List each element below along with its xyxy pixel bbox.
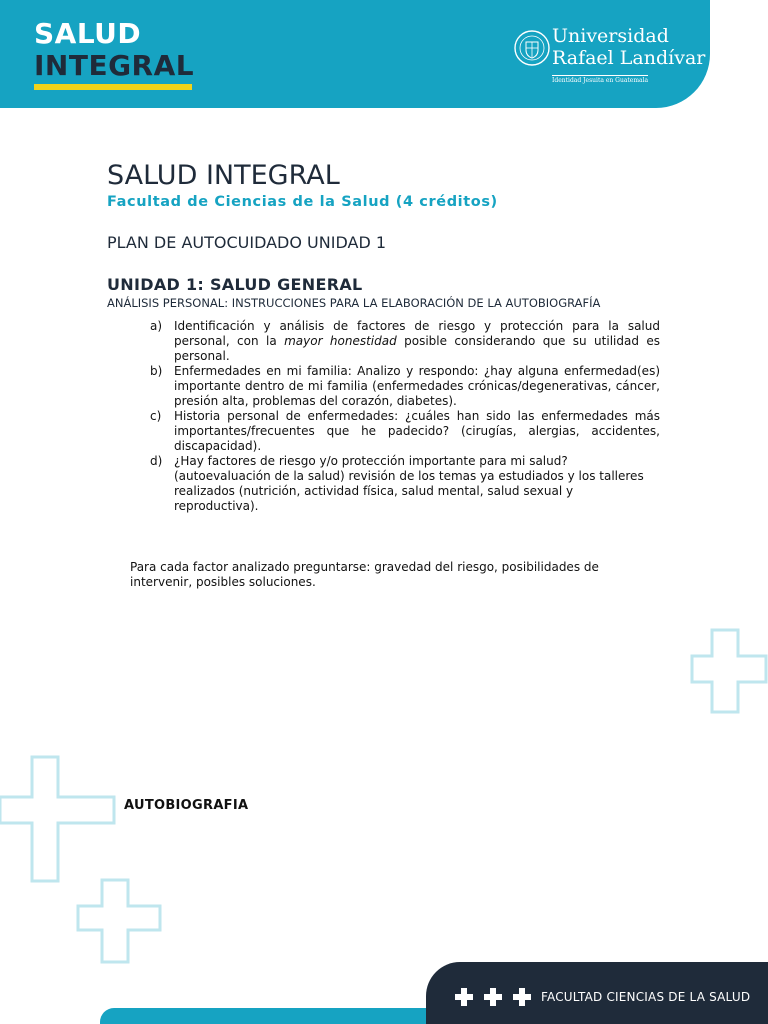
document-subtitle: Facultad de Ciencias de la Salud (4 créditos) [107,194,498,210]
university-name-line1: Universidad [552,25,669,47]
brand-logo [34,17,195,82]
list-item [150,409,660,454]
plan-heading: PLAN DE AUTOCUIDADO UNIDAD 1 [107,233,387,252]
instruction-list [150,319,660,514]
list-marker: b) [150,364,163,378]
plus-outline-icon [76,878,162,964]
analysis-heading: ANÁLISIS PERSONAL: INSTRUCCIONES PARA LA ELABORACIÓN DE LA AUTOBIOGRAFÍA [107,296,601,310]
list-item [150,319,660,364]
plus-icon [513,988,531,1006]
footer-faculty-label: FACULTAD CIENCIAS DE LA SALUD [541,990,751,1004]
brand-underline [34,84,192,90]
list-marker: c) [150,409,162,423]
university-name [552,25,705,69]
university-logo [514,25,706,85]
list-item-text: Historia personal de enfermedades: ¿cuáles han sido las enfermedades más importantes/frecuentes que he padecido? (cirugías, alergias, accidentes, discapacidad). [174,409,660,453]
unit-heading: UNIDAD 1: SALUD GENERAL [107,275,363,294]
plus-icon [455,988,473,1006]
plus-outline-icon [0,755,116,883]
list-item [150,454,660,514]
autobiography-heading: AUTOBIOGRAFIA [124,798,249,813]
list-marker: d) [150,454,163,468]
list-marker: a) [150,319,163,333]
plus-icon [484,988,502,1006]
list-item-text: Enfermedades en mi familia: Analizo y respondo: ¿hay alguna enfermedad(es) importante dentro de mi familia (enfermedades crónicas/degenerativas, cáncer, presión alta, problemas del corazón, diabetes). [174,364,660,408]
emphasis-text: mayor honestidad [284,334,397,348]
list-item [150,364,660,409]
university-name-line2: Rafael Landívar [552,47,706,69]
list-item-text [174,319,660,363]
university-seal-icon [514,25,550,71]
document-title: SALUD INTEGRAL [107,160,340,191]
university-tagline: Identidad Jesuita en Guatemala [552,77,649,84]
plus-outline-icon [690,628,768,714]
list-item-text-end: posible considerando que su utilidad es personal. [174,334,660,363]
list-item-text: ¿Hay factores de riesgo y/o protección importante para mi salud? (autoevaluación de la salud) revisión de los temas ya estudiados y los talleres realizados (nutrición, actividad física, salud mental, salud sexual y reproductiva). [174,454,644,513]
brand-line-salud: SALUD [34,17,142,50]
header-banner [0,0,710,108]
list-item-text-start: Identificación y análisis de factores de riesgo y protección para la salud personal, con la [174,319,660,348]
closing-paragraph: Para cada factor analizado preguntarse: gravedad del riesgo, posibilidades de intervenir, posibles soluciones. [130,560,599,589]
brand-line-integral: INTEGRAL [34,49,195,82]
